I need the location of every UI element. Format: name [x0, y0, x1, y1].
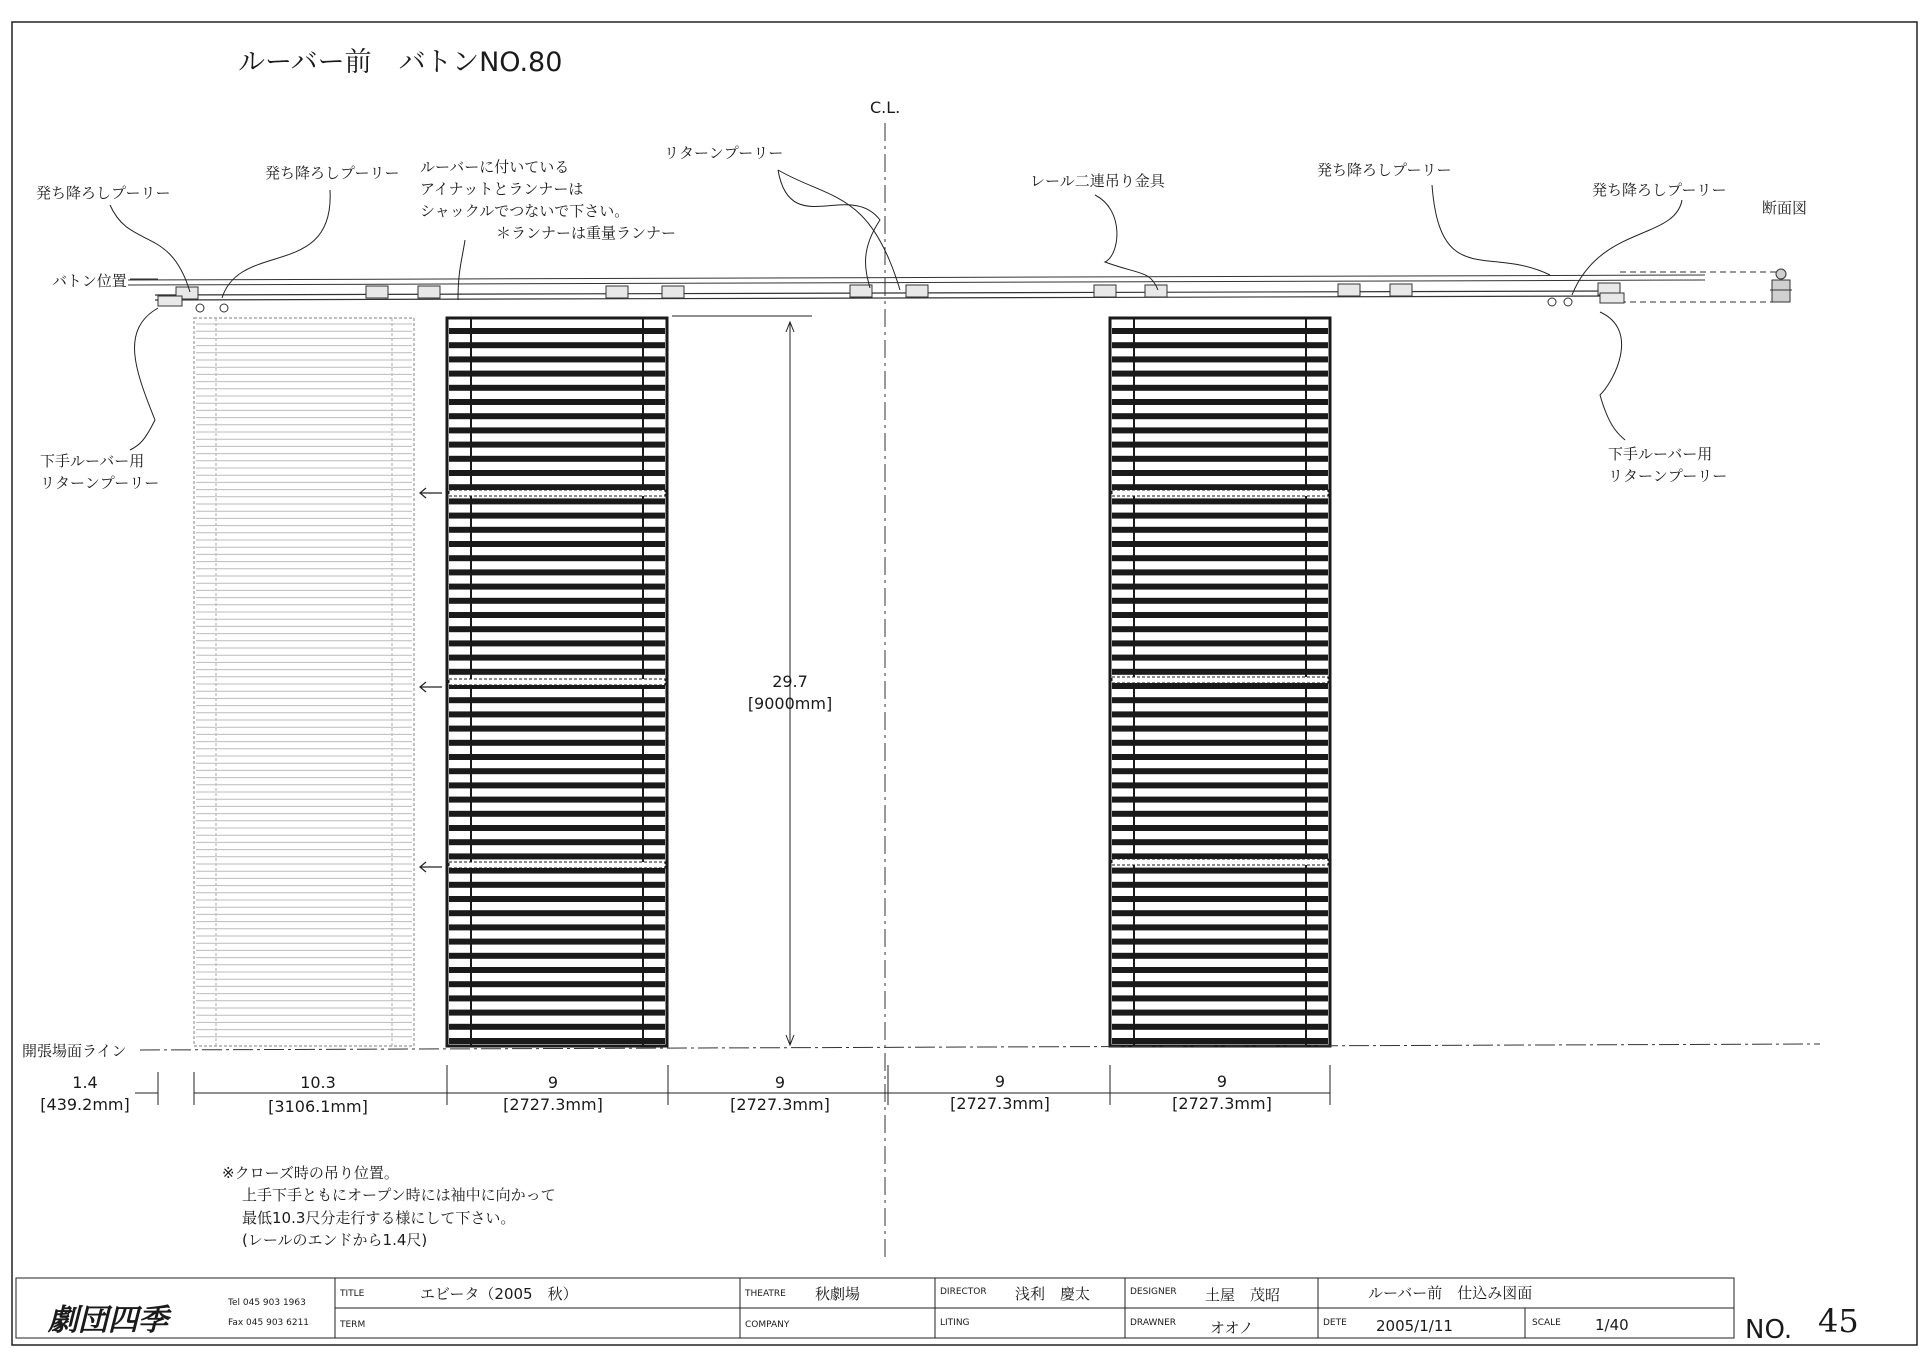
louver-slat [1112, 768, 1328, 774]
louver-slat [449, 754, 665, 760]
louver-brace [449, 862, 665, 868]
louver-slat [1112, 1010, 1328, 1016]
label-return-pulley: リターンプーリー [664, 144, 784, 162]
louver-slat [449, 427, 665, 433]
director-label: DIRECTOR [940, 1287, 987, 1297]
louver-slat [1112, 967, 1328, 973]
company-tel: Tel 045 903 1963 [228, 1298, 306, 1308]
label-section: 断面図 [1762, 199, 1808, 217]
louver-slat [449, 811, 665, 817]
louver-slat [1112, 1038, 1328, 1044]
louver-slat [1112, 442, 1328, 448]
date-label: DETE [1323, 1318, 1347, 1328]
louver-slat [1112, 626, 1328, 632]
louver-slat [1112, 896, 1328, 902]
louver-brace [1112, 490, 1328, 496]
label-pulley-far-left: 発ち降ろしプーリー [36, 184, 171, 202]
louver-slat [449, 655, 665, 661]
louver-slat [449, 896, 665, 902]
note-line-2: 上手下手ともにオープン時には袖中に向かって [242, 1186, 556, 1204]
louver-slat [449, 967, 665, 973]
opening-line-label: 開張場面ライン [22, 1042, 127, 1060]
louver-slat [1112, 740, 1328, 746]
height-dimension-value: 29.7 [772, 672, 808, 691]
louver-slat [449, 342, 665, 348]
louver-slat [1112, 726, 1328, 732]
louver-slat [1112, 683, 1328, 689]
drawing-name: ルーバー前 仕込み図面 [1368, 1284, 1533, 1302]
louver-slat [449, 711, 665, 717]
louver-brace [1112, 677, 1328, 683]
dim-1-value: 1.4 [72, 1073, 98, 1092]
louver-slat [449, 555, 665, 561]
louver-slat [449, 541, 665, 547]
scale-label: SCALE [1532, 1318, 1561, 1328]
louver-slat [1112, 328, 1328, 334]
louver-slat [449, 1038, 665, 1044]
louver-slat [1112, 527, 1328, 533]
louver-slat [1112, 1024, 1328, 1030]
label-lower-louver-right-1: 下手ルーバー用 [1608, 445, 1713, 463]
louver-slat [449, 825, 665, 831]
label-pulley-right: 発ち降ろしプーリー [1317, 161, 1452, 179]
dim-3-value: 9 [547, 1073, 559, 1092]
label-note-line1: ルーバーに付いている [420, 158, 570, 176]
section-view-glyph [1770, 269, 1792, 302]
dim-2-mm: [3106.1mm] [268, 1097, 368, 1116]
louver-slat [449, 456, 665, 462]
louver-slat [449, 981, 665, 987]
louver-slat [449, 939, 665, 945]
scale-value: 1/40 [1595, 1316, 1629, 1334]
louver-slat [1112, 513, 1328, 519]
theatre-label: THEATRE [745, 1289, 786, 1299]
company-fax: Fax 045 903 6211 [228, 1318, 310, 1328]
louver-brace [449, 490, 665, 496]
drawing-title: ルーバー前 バトンNO.80 [238, 47, 563, 78]
louver-slat [449, 669, 665, 675]
louver-slat [449, 385, 665, 391]
louver-slat [1112, 669, 1328, 675]
note-line-4: (レールのエンドから1.4尺) [242, 1231, 428, 1249]
louver-slat [449, 839, 665, 845]
louver-slat [1112, 910, 1328, 916]
label-note-line2: アイナットとランナーは [420, 180, 584, 198]
label-note-line3: シャックルでつないで下さい。 [420, 202, 630, 220]
louver-slat [449, 584, 665, 590]
dim-5-mm: [2727.3mm] [950, 1094, 1050, 1113]
louver-slat [449, 740, 665, 746]
louver-slat [449, 953, 665, 959]
dim-6-mm: [2727.3mm] [1172, 1094, 1272, 1113]
label-lower-louver-left-2: リターンプーリー [40, 474, 160, 492]
theatre-value: 秋劇場 [815, 1285, 861, 1303]
louver-slat [1112, 882, 1328, 888]
dim-1-mm: [439.2mm] [40, 1095, 130, 1114]
company-logo: 劇団四季 [48, 1303, 168, 1338]
louver-slat [449, 356, 665, 362]
louver-slat [1112, 711, 1328, 717]
louver-slat [1112, 797, 1328, 803]
label-pulley-far-right: 発ち降ろしプーリー [1592, 181, 1727, 199]
louver-slat [449, 484, 665, 490]
louver-slat [1112, 981, 1328, 987]
louver-slat [449, 371, 665, 377]
louver-slat [449, 1024, 665, 1030]
louver-slat [1112, 413, 1328, 419]
louver-slat [449, 399, 665, 405]
louver-slat [1112, 385, 1328, 391]
louver-slat [1112, 839, 1328, 845]
director-value: 浅利 慶太 [1015, 1285, 1091, 1303]
louver-slat [1112, 612, 1328, 618]
louver-slat [449, 328, 665, 334]
leader-lines [110, 170, 1682, 450]
louver-slat [1112, 655, 1328, 661]
louver-slat [449, 442, 665, 448]
louver-slat [449, 498, 665, 504]
louver-slat [449, 910, 665, 916]
louver-slat [1112, 995, 1328, 1001]
louver-slat [1112, 470, 1328, 476]
dim-6-value: 9 [1216, 1072, 1228, 1091]
label-lower-louver-right-2: リターンプーリー [1608, 467, 1728, 485]
sheet-number-label: NO. [1745, 1315, 1793, 1345]
company-label: COMPANY [745, 1320, 790, 1330]
louver-right [1110, 318, 1330, 1046]
louver-slat [1112, 868, 1328, 874]
center-line-label: C.L. [870, 98, 901, 117]
louver-slat [449, 1010, 665, 1016]
louver-slat [449, 995, 665, 1001]
louver-slat [1112, 598, 1328, 604]
louver-slat [1112, 697, 1328, 703]
louver-slat [449, 768, 665, 774]
louver-slat [449, 640, 665, 646]
dim-2-value: 10.3 [300, 1073, 336, 1092]
dim-3-mm: [2727.3mm] [503, 1095, 603, 1114]
louver-slat [449, 470, 665, 476]
title-label: TITLE [340, 1289, 365, 1299]
designer-value: 土屋 茂昭 [1205, 1286, 1281, 1304]
dim-4-value: 9 [774, 1073, 786, 1092]
note-line-3: 最低10.3尺分走行する様にして下さい。 [242, 1209, 516, 1227]
dim-4-mm: [2727.3mm] [730, 1095, 830, 1114]
louver-slat [1112, 584, 1328, 590]
louver-slat [1112, 555, 1328, 561]
louver-slat [1112, 939, 1328, 945]
louver-slat [449, 527, 665, 533]
louver-slat [449, 569, 665, 575]
louver-slat [1112, 754, 1328, 760]
louver-slat [449, 598, 665, 604]
louver-brace [449, 679, 665, 685]
louver-open-ghost [194, 318, 414, 1046]
dim-5-value: 9 [994, 1072, 1006, 1091]
louver-slat [1112, 825, 1328, 831]
louver-slat [1112, 953, 1328, 959]
louver-slat [1112, 427, 1328, 433]
louver-slat [1112, 541, 1328, 547]
louver-slat [1112, 342, 1328, 348]
louver-slat [449, 413, 665, 419]
louver-slat [1112, 484, 1328, 490]
louver-slat [449, 612, 665, 618]
date-value: 2005/1/11 [1376, 1317, 1453, 1335]
title-value: エビータ（2005 秋） [420, 1285, 578, 1303]
designer-label: DESIGNER [1130, 1287, 1177, 1297]
label-lower-louver-left-1: 下手ルーバー用 [40, 452, 145, 470]
louver-slat [1112, 924, 1328, 930]
louver-slat [1112, 498, 1328, 504]
louver-slat [1112, 811, 1328, 817]
note-line-1: ※クローズ時の吊り位置。 [222, 1164, 399, 1182]
louver-slat [1112, 569, 1328, 575]
sheet-number: 45 [1818, 1302, 1859, 1340]
louver-slat [449, 513, 665, 519]
louver-slat [449, 924, 665, 930]
louver-slat [449, 626, 665, 632]
louver-brace [1112, 859, 1328, 865]
hang-arrows [420, 488, 442, 872]
louver-slat [1112, 399, 1328, 405]
label-baton-position: バトン位置 [52, 272, 127, 290]
louver-slat [449, 797, 665, 803]
louver-slat [449, 853, 665, 859]
louver-slat [1112, 456, 1328, 462]
louver-slat [1112, 371, 1328, 377]
louver-slat [449, 726, 665, 732]
louver-slat [449, 882, 665, 888]
louver-slat [449, 782, 665, 788]
label-pulley-left: 発ち降ろしプーリー [265, 164, 400, 182]
louver-slat [1112, 782, 1328, 788]
louver-slat [449, 697, 665, 703]
label-rail-hanger: レール二連吊り金具 [1030, 172, 1165, 190]
height-dimension-mm: [9000mm] [747, 694, 833, 713]
term-label: TERM [340, 1320, 366, 1330]
drawner-label: DRAWNER [1130, 1318, 1177, 1328]
liting-label: LITING [940, 1318, 970, 1328]
drawner-value: オオノ [1210, 1319, 1254, 1337]
label-note-line4: ＊ランナーは重量ランナー [496, 224, 677, 242]
louver-slat [1112, 640, 1328, 646]
louver-slat [1112, 356, 1328, 362]
louver-left [447, 318, 667, 1046]
ghost-slats [196, 324, 412, 1037]
